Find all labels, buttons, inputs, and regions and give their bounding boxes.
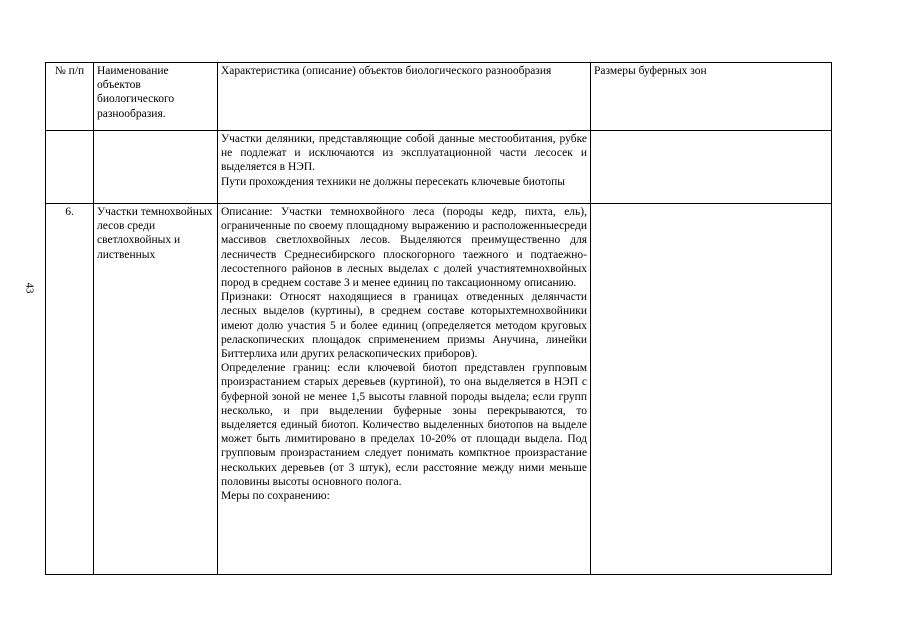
header-buffer-size: Размеры буферных зон	[591, 63, 832, 131]
biodiversity-table	[45, 62, 832, 575]
row-6-name: Участки темнохвойных лесов среди светлохвойных и лиственных	[94, 204, 218, 575]
row-cont-buffer	[591, 131, 832, 204]
description-paragraph: Пути прохождения техники не должны пересекать ключевые биотопы	[221, 175, 566, 188]
header-num: № п/п	[46, 63, 94, 131]
page-number: 43	[23, 282, 36, 294]
row-6-num: 6.	[46, 204, 94, 575]
row-cont-name	[94, 131, 218, 204]
header-name: Наименование объектов биологического разнообразия.	[94, 63, 218, 131]
header-characteristic: Характеристика (описание) объектов биологического разнообразия	[218, 63, 591, 131]
row-cont-num	[46, 131, 94, 204]
row-6-buffer	[591, 204, 832, 575]
row-6-description	[218, 204, 591, 575]
description-paragraph: Участки деляники, представляющие собой данные местообитания, рубке не подлежат и исключаются из эксплуатационной части лесосек и выделяется в НЭП.	[221, 133, 587, 174]
description-paragraph: Описание: Участки темнохвойного леса (породы кедр, пихта, ель), ограниченные по своему площадному выражению и расположенныесреди массивов светлохвойных лесов. Выделяются преимущественно для лесничеств Среднесибирского плоскогорного таежного и подтаежно-лесостепного районов в лесных выделах с долей участиятемнохвойных пород в среднем составе 3 и менее единиц по таксационному описанию.	[221, 206, 587, 290]
row-cont-description	[218, 131, 591, 204]
table-row	[46, 131, 832, 204]
description-paragraph: Определение границ: если ключевой биотоп представлен групповым произрастанием старых деревьев (куртиной), то она выделяется в НЭП с буферной зоной не менее 1,5 высоты главной породы выдела; если групп несколько, и при выделении буферные зоны перекрываются, то выделяется единый биотоп. Количество выделенных биотопов на выделе может быть лимитировано в пределах 10-20% от площади выдела. Под групповым произрастанием следует понимать компктное произрастание нескольких деревьев (от 3 штук), если расстояние между ними меньше половины высоты основного полога.	[221, 362, 587, 488]
description-paragraph: Меры по сохранению:	[221, 490, 330, 503]
description-paragraph: Признаки: Относят находящиеся в границах отведенных делянчасти лесных выделов (куртины), в среднем составе которыхтемнохвойники имеют долю участия 5 и более единиц (определяется методом круговых реласкопических площадок сприменением призмы Анучина, линейки Биттерлиха или других реласкопических приборов).	[221, 291, 587, 361]
header-row	[46, 63, 832, 131]
table-row	[46, 204, 832, 575]
